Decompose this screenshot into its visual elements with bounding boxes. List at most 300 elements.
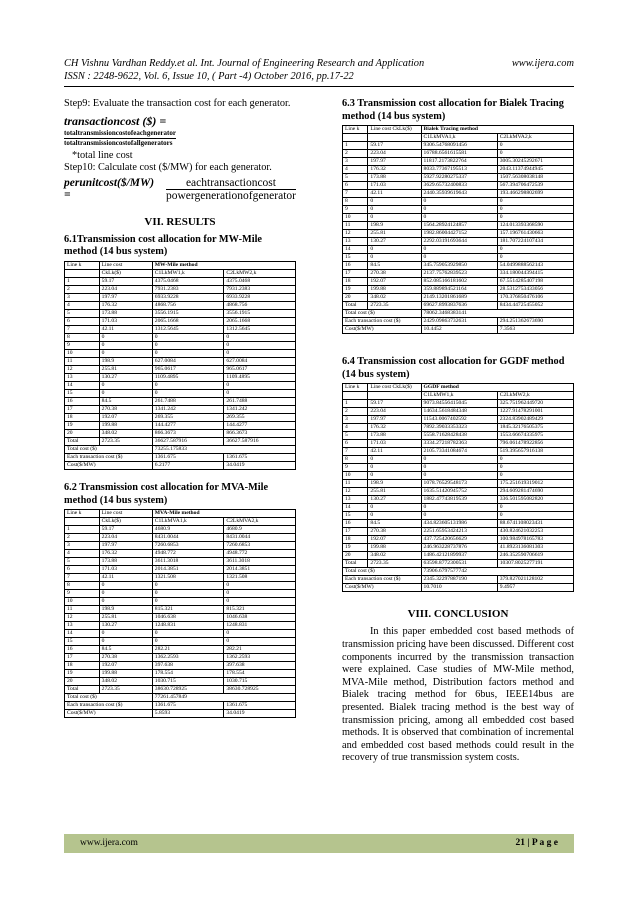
- formula-per-unit-cost: [64, 177, 296, 202]
- table-cell: 348.02: [368, 294, 421, 302]
- table-cell: 0: [421, 472, 497, 480]
- table-cell: 0: [497, 142, 573, 150]
- table-cell: 1248.831: [224, 622, 296, 630]
- table-cell: 1227.91478291001: [497, 408, 573, 416]
- table-subheader-row: [343, 392, 574, 400]
- table-subheader-row: [65, 518, 296, 526]
- table-cell: 2723.35: [99, 437, 152, 445]
- table-cell: 7931.2383: [224, 285, 296, 293]
- table-cell: 34.0419: [224, 461, 296, 469]
- table-cell: 5: [65, 309, 100, 317]
- table-cell: 0: [99, 590, 152, 598]
- formula2-numerator: eachtransactioncost: [166, 177, 296, 190]
- table-cell: 59.17: [99, 526, 152, 534]
- table-cell: 59.17: [368, 400, 421, 408]
- table-row: [343, 174, 574, 182]
- table-cell: 0: [497, 150, 573, 158]
- table-cell: 0: [152, 381, 224, 389]
- table-cell: 84.5: [99, 646, 152, 654]
- table-cell: 0: [421, 254, 497, 262]
- table-cell: 6: [343, 182, 368, 190]
- table-cell: 7260.6853: [152, 542, 224, 550]
- table-row: [343, 464, 574, 472]
- table-row: [343, 278, 574, 286]
- table-row: [343, 544, 574, 552]
- table-cell: 6: [343, 440, 368, 448]
- table-cell: 2065.1668: [152, 317, 224, 325]
- header-issn: ISSN : 2248-9622, Vol. 6, Issue 10, ( Part -4) October 2016, pp.17-22: [64, 71, 354, 82]
- formula1-note: *total line cost: [72, 149, 133, 161]
- table-row: [343, 190, 574, 198]
- table-header-cell: MVA-Mile method: [152, 510, 295, 518]
- table-cell: 0: [224, 598, 296, 606]
- table-cell: 175.251619319012: [497, 480, 573, 488]
- table-cell: 0: [99, 582, 152, 590]
- table-cell: 2292.03191693644: [421, 238, 497, 246]
- table-cell: 1361.675: [224, 702, 296, 710]
- table-row: [65, 301, 296, 309]
- table-cell: 0: [152, 389, 224, 397]
- table-row: [65, 293, 296, 301]
- table-cell: 176.32: [99, 301, 152, 309]
- bialek-tracing-table: [342, 125, 574, 334]
- table-cell: 88.6741108023431: [497, 520, 573, 528]
- table-cell: 9.4957: [497, 584, 573, 592]
- table-cell: 38630.728925: [152, 686, 224, 694]
- table-cell: 0: [224, 582, 296, 590]
- table-cell: 173.88: [99, 309, 152, 317]
- table-cell: 1248.831: [152, 622, 224, 630]
- left-column: [64, 98, 296, 718]
- table-cell: 0: [497, 472, 573, 480]
- table-cell: 0: [497, 254, 573, 262]
- table-cell: 223.04: [99, 534, 152, 542]
- table-subheader-cell: C2LkMVA2,k: [497, 134, 573, 142]
- table-cell: 852.085166181602: [421, 278, 497, 286]
- table-cell: 270.38: [368, 270, 421, 278]
- table-cell: 965.0617: [224, 365, 296, 373]
- table-cell: 334.180044394415: [497, 270, 573, 278]
- table-cell: 144.4277: [224, 421, 296, 429]
- table-header-cell: Line cost: [99, 261, 152, 269]
- table-cell: 42.11: [368, 448, 421, 456]
- table-cell: 2: [65, 285, 100, 293]
- table-cell: 0: [497, 512, 573, 520]
- table-cell: 198.9: [368, 480, 421, 488]
- table-row: [65, 445, 296, 453]
- table-cell: 0: [152, 333, 224, 341]
- table-row: [65, 405, 296, 413]
- table-subheader-row: [65, 269, 296, 277]
- table-cell: 173.88: [368, 432, 421, 440]
- subsection-6-3-heading: 6.3 Transmission cost allocation for Bialek Tracing method (14 bus system): [342, 98, 564, 122]
- table-row: [65, 606, 296, 614]
- table-cell: 261.7488: [224, 397, 296, 405]
- table-cell: 42.11: [99, 325, 152, 333]
- table-cell: 19: [343, 286, 368, 294]
- table-cell: 14: [65, 630, 100, 638]
- table-row: [65, 373, 296, 381]
- table-row: [65, 389, 296, 397]
- table-cell: 84.5: [99, 397, 152, 405]
- table-cell: 144.4277: [152, 421, 224, 429]
- table-subheader-cell: CkLk($): [99, 518, 152, 526]
- table-row: [343, 326, 574, 334]
- table-row: [65, 285, 296, 293]
- table-cell: 345.759053929850: [421, 262, 497, 270]
- table-cell: 397.638: [224, 662, 296, 670]
- formula2-denominator: powergenerationofgenerator: [165, 189, 296, 202]
- table-cell: 3: [343, 416, 368, 424]
- table-header-cell: GGDF method: [421, 384, 573, 392]
- mva-mile-table: [64, 509, 296, 718]
- table-cell: 0: [497, 206, 573, 214]
- table-cell: 0: [497, 246, 573, 254]
- table-cell: 18: [343, 536, 368, 544]
- table-cell: 0: [99, 638, 152, 646]
- table-cell: 54.0499888562143: [497, 262, 573, 270]
- table-cell: Cost($/MW): [343, 326, 422, 334]
- table-cell: 84.5: [368, 262, 421, 270]
- table-cell: 15: [65, 638, 100, 646]
- table-cell: 0: [368, 512, 421, 520]
- table-cell: 192.07: [368, 278, 421, 286]
- table-cell: 13: [65, 622, 100, 630]
- table-header-cell: Line k: [65, 510, 100, 518]
- table-header-cell: Line cost: [99, 510, 152, 518]
- table-cell: 73906.6797577742: [421, 568, 573, 576]
- table-row: [65, 325, 296, 333]
- formula-transaction-cost-lhs: transactioncost ($) =: [64, 113, 167, 128]
- table-cell: 397.638: [152, 662, 224, 670]
- table-cell: 223.04: [99, 285, 152, 293]
- table-cell: 0: [368, 472, 421, 480]
- table-cell: 1341.242: [224, 405, 296, 413]
- table-cell: Each transaction cost ($): [343, 318, 422, 326]
- table-row: [343, 424, 574, 432]
- table-cell: 2149.13201861689: [421, 294, 497, 302]
- table-cell: 19: [65, 670, 100, 678]
- table-cell: 59.17: [99, 277, 152, 285]
- table-cell: 1361.675: [152, 453, 224, 461]
- table-cell: 5.8593: [152, 710, 224, 718]
- table-cell: 1635.51420945752: [421, 488, 497, 496]
- table-row: [343, 456, 574, 464]
- table-row: [343, 142, 574, 150]
- table-cell: 36627.587916: [224, 437, 296, 445]
- table-cell: 4: [343, 166, 368, 174]
- table-row: [65, 646, 296, 654]
- table-cell: 7931.2383: [152, 285, 224, 293]
- table-cell: 0: [224, 333, 296, 341]
- table-cell: 0: [152, 590, 224, 598]
- table-cell: 10.4452: [421, 326, 497, 334]
- table-cell: Cost($/MW): [343, 584, 422, 592]
- table-cell: 171.03: [99, 317, 152, 325]
- table-subheader-cell: [368, 392, 421, 400]
- table-row: [65, 582, 296, 590]
- table-cell: 130.27: [368, 238, 421, 246]
- table-cell: 0: [497, 198, 573, 206]
- table-cell: Total cost ($): [65, 694, 153, 702]
- table-header-cell: Line k: [343, 384, 368, 392]
- table-cell: 1882.47743819539: [421, 496, 497, 504]
- table-cell: 866.3673: [152, 429, 224, 437]
- table-cell: 2: [343, 150, 368, 158]
- table-cell: 270.38: [368, 528, 421, 536]
- table-cell: 28.5312753433056: [497, 286, 573, 294]
- table-row: [65, 461, 296, 469]
- table-cell: 6: [65, 566, 100, 574]
- table-cell: 282.21: [224, 646, 296, 654]
- table-cell: 193.466298802699: [497, 190, 573, 198]
- table-row: [343, 238, 574, 246]
- table-cell: 0: [421, 198, 497, 206]
- table-row: [65, 333, 296, 341]
- table-subheader-cell: C2LkMVA2,k: [224, 518, 296, 526]
- table-cell: 10: [343, 214, 368, 222]
- table-cell: 0: [368, 254, 421, 262]
- formula1-numerator: totaltransmissioncostofeachgenerator: [64, 128, 176, 137]
- table-row: [343, 246, 574, 254]
- table-cell: 2137.75762839523: [421, 270, 497, 278]
- table-row: [343, 400, 574, 408]
- table-cell: 124.013393368590: [497, 222, 573, 230]
- table-row: [343, 472, 574, 480]
- table-cell: 13: [343, 238, 368, 246]
- table-cell: 1362.2593: [152, 654, 224, 662]
- table-row: [343, 448, 574, 456]
- table-row: [65, 558, 296, 566]
- table-cell: 4868.756: [152, 301, 224, 309]
- table-cell: 19: [343, 544, 368, 552]
- table-cell: 0: [224, 341, 296, 349]
- step10-text: Step10: Calculate cost ($/MW) for each generator.: [64, 162, 272, 174]
- table-header-row: [343, 126, 574, 134]
- footer-website[interactable]: www.ijera.com: [80, 838, 138, 848]
- table-row: [65, 526, 296, 534]
- table-row: [343, 432, 574, 440]
- table-cell: 6933.9228: [224, 293, 296, 301]
- table-cell: 42.11: [99, 574, 152, 582]
- table-header-cell: Line cost CkLk($): [368, 126, 421, 134]
- table-cell: 348.02: [99, 429, 152, 437]
- table-cell: 6933.9228: [152, 293, 224, 301]
- table-cell: 1845.32176505375: [497, 424, 573, 432]
- table-cell: 9: [343, 206, 368, 214]
- table-cell: 1507.56308038148: [497, 174, 573, 182]
- table-row: [343, 182, 574, 190]
- table-cell: 0: [224, 638, 296, 646]
- table-cell: 14: [65, 381, 100, 389]
- table-row: [343, 568, 574, 576]
- table-row: [343, 158, 574, 166]
- header-website[interactable]: www.ijera.com: [511, 58, 574, 69]
- table-cell: 348.02: [99, 678, 152, 686]
- table-cell: 199.88: [368, 286, 421, 294]
- table-cell: 0: [224, 389, 296, 397]
- table-row: [65, 702, 296, 710]
- ggdf-table: [342, 383, 574, 592]
- table-cell: 2: [343, 408, 368, 416]
- table-cell: 192.07: [99, 413, 152, 421]
- table-cell: 4948.772: [224, 550, 296, 558]
- table-cell: 434.823605131986: [421, 520, 497, 528]
- table-cell: 20: [65, 429, 100, 437]
- table-subheader-cell: C2LkMW2,k: [497, 392, 573, 400]
- table-cell: 0: [152, 598, 224, 606]
- table-cell: 2723.35: [368, 560, 421, 568]
- table-cell: 627.0084: [224, 357, 296, 365]
- table-cell: 8431.0044: [224, 534, 296, 542]
- table-cell: 4868.756: [224, 301, 296, 309]
- formula1-denominator: totaltransmissioncostofallgenerators: [64, 138, 173, 147]
- table-row: [343, 262, 574, 270]
- table-cell: 866.3673: [224, 429, 296, 437]
- table-cell: 261.7488: [152, 397, 224, 405]
- formula2-frac: [166, 177, 296, 202]
- table-cell: 11: [343, 222, 368, 230]
- conclusion-paragraph: In this paper embedded cost based methods of transmission pricing have been discussed. Different cost components incurred by the transmission transaction were explained. Case studies of MW-Mile method, MVA-Mile method, Distribution factors method and Bialek tracing method for 6bus, IEEE14bus are presented. Bialek tracing method is the best way of transmission pricing, among all embedded cost based methods. It is observed that combination of incremental and embedded cost based methods could result in the recovery of true transmission system costs.: [342, 626, 574, 764]
- table-cell: 0: [421, 464, 497, 472]
- table-cell: 325.751962449720: [497, 400, 573, 408]
- table-cell: 11543.0067402592: [421, 416, 497, 424]
- table-row: [65, 534, 296, 542]
- table-cell: 192.07: [99, 662, 152, 670]
- table-row: [65, 421, 296, 429]
- table-cell: 3611.3018: [152, 558, 224, 566]
- table-row: [343, 408, 574, 416]
- table-cell: 199.88: [99, 421, 152, 429]
- table-header-cell: Bialek Tracing method: [421, 126, 573, 134]
- table-cell: 2014.3851: [152, 566, 224, 574]
- table-cell: 67.5514285407198: [497, 278, 573, 286]
- table-cell: 9: [65, 590, 100, 598]
- table-cell: 359.889894521164: [421, 286, 497, 294]
- table-cell: 5: [343, 432, 368, 440]
- table-cell: 16: [65, 397, 100, 405]
- table-row: [343, 416, 574, 424]
- table-row: [65, 317, 296, 325]
- table-cell: 269.355: [152, 413, 224, 421]
- table-cell: 12: [65, 365, 100, 373]
- table-cell: 198.9: [99, 606, 152, 614]
- table-cell: 223.04: [368, 150, 421, 158]
- table-cell: 7892.39033353323: [421, 424, 497, 432]
- table-cell: 255.81: [368, 230, 421, 238]
- subsection-6-4-heading: 6.4 Transmission cost allocation for GGDF method (14 bus system): [342, 356, 565, 380]
- table-cell: 16: [343, 262, 368, 270]
- table-cell: 5927.92280275337: [421, 174, 497, 182]
- table-cell: 255.81: [368, 488, 421, 496]
- table-subheader-row: [343, 134, 574, 142]
- table-cell: Total cost ($): [343, 310, 422, 318]
- table-cell: 11: [65, 606, 100, 614]
- table-cell: 1: [343, 400, 368, 408]
- table-cell: 0: [421, 512, 497, 520]
- table-cell: 8033.77367195513: [421, 166, 497, 174]
- table-cell: 34.0419: [224, 710, 296, 718]
- table-cell: 1: [65, 277, 100, 285]
- table-row: [343, 496, 574, 504]
- table-cell: 13: [65, 373, 100, 381]
- table-cell: 16: [65, 646, 100, 654]
- table-cell: 197.97: [368, 416, 421, 424]
- table-cell: 198.9: [368, 222, 421, 230]
- table-cell: 796.061478922856: [497, 440, 573, 448]
- table-cell: 0: [421, 456, 497, 464]
- table-cell: 0: [224, 349, 296, 357]
- table-cell: 176.32: [368, 424, 421, 432]
- table-cell: 8: [343, 198, 368, 206]
- table-cell: 59.17: [368, 142, 421, 150]
- mw-mile-table: [64, 261, 296, 470]
- table-cell: 223.04: [368, 408, 421, 416]
- table-row: [343, 270, 574, 278]
- table-cell: 3334.27218782363: [421, 440, 497, 448]
- table-subheader-cell: [65, 269, 100, 277]
- table-cell: 9306.54768091456: [421, 142, 497, 150]
- table-cell: 4: [65, 550, 100, 558]
- table-cell: 130.27: [368, 496, 421, 504]
- table-cell: 0: [99, 381, 152, 389]
- table-cell: 1564.28924124857: [421, 222, 497, 230]
- table-cell: 379.827021128102: [497, 576, 573, 584]
- table-subheader-cell: [343, 134, 368, 142]
- table-row: [343, 318, 574, 326]
- table-cell: 0: [421, 246, 497, 254]
- table-cell: 197.97: [99, 542, 152, 550]
- table-cell: 6: [65, 317, 100, 325]
- table-cell: 1361.675: [152, 702, 224, 710]
- right-column: [342, 98, 574, 765]
- table-row: [343, 302, 574, 310]
- table-cell: 173.88: [368, 174, 421, 182]
- table-cell: 15: [343, 512, 368, 520]
- table-row: [343, 584, 574, 592]
- table-cell: 1341.242: [152, 405, 224, 413]
- table-cell: 3629.65732400833: [421, 182, 497, 190]
- table-row: [343, 310, 574, 318]
- table-cell: 1046.638: [152, 614, 224, 622]
- table-cell: 5558.71628428438: [421, 432, 497, 440]
- table-cell: 0: [99, 341, 152, 349]
- table-subheader-cell: CkLk($): [99, 269, 152, 277]
- table-row: [65, 542, 296, 550]
- table-cell: 3005.30245292671: [497, 158, 573, 166]
- table-row: [65, 590, 296, 598]
- table-cell: 9: [343, 464, 368, 472]
- table-cell: Cost($/MW): [65, 710, 153, 718]
- table-cell: 1078.76529548173: [421, 480, 497, 488]
- footer-bar: [64, 834, 574, 853]
- table-cell: 3: [343, 158, 368, 166]
- table-cell: 0: [497, 464, 573, 472]
- table-row: [343, 166, 574, 174]
- table-cell: 10: [65, 349, 100, 357]
- table-cell: 430.824621032253: [497, 528, 573, 536]
- table-header-cell: Line cost CkLk($): [368, 384, 421, 392]
- table-cell: 14: [343, 504, 368, 512]
- table-cell: 2429.09863732631: [421, 318, 497, 326]
- table-cell: 16: [343, 520, 368, 528]
- table-cell: 10: [343, 472, 368, 480]
- table-cell: 100.984978165783: [497, 536, 573, 544]
- table-cell: 20: [343, 552, 368, 560]
- table-cell: 2251.65953424213: [421, 528, 497, 536]
- table-row: [65, 574, 296, 582]
- table-cell: 77261.457849: [152, 694, 295, 702]
